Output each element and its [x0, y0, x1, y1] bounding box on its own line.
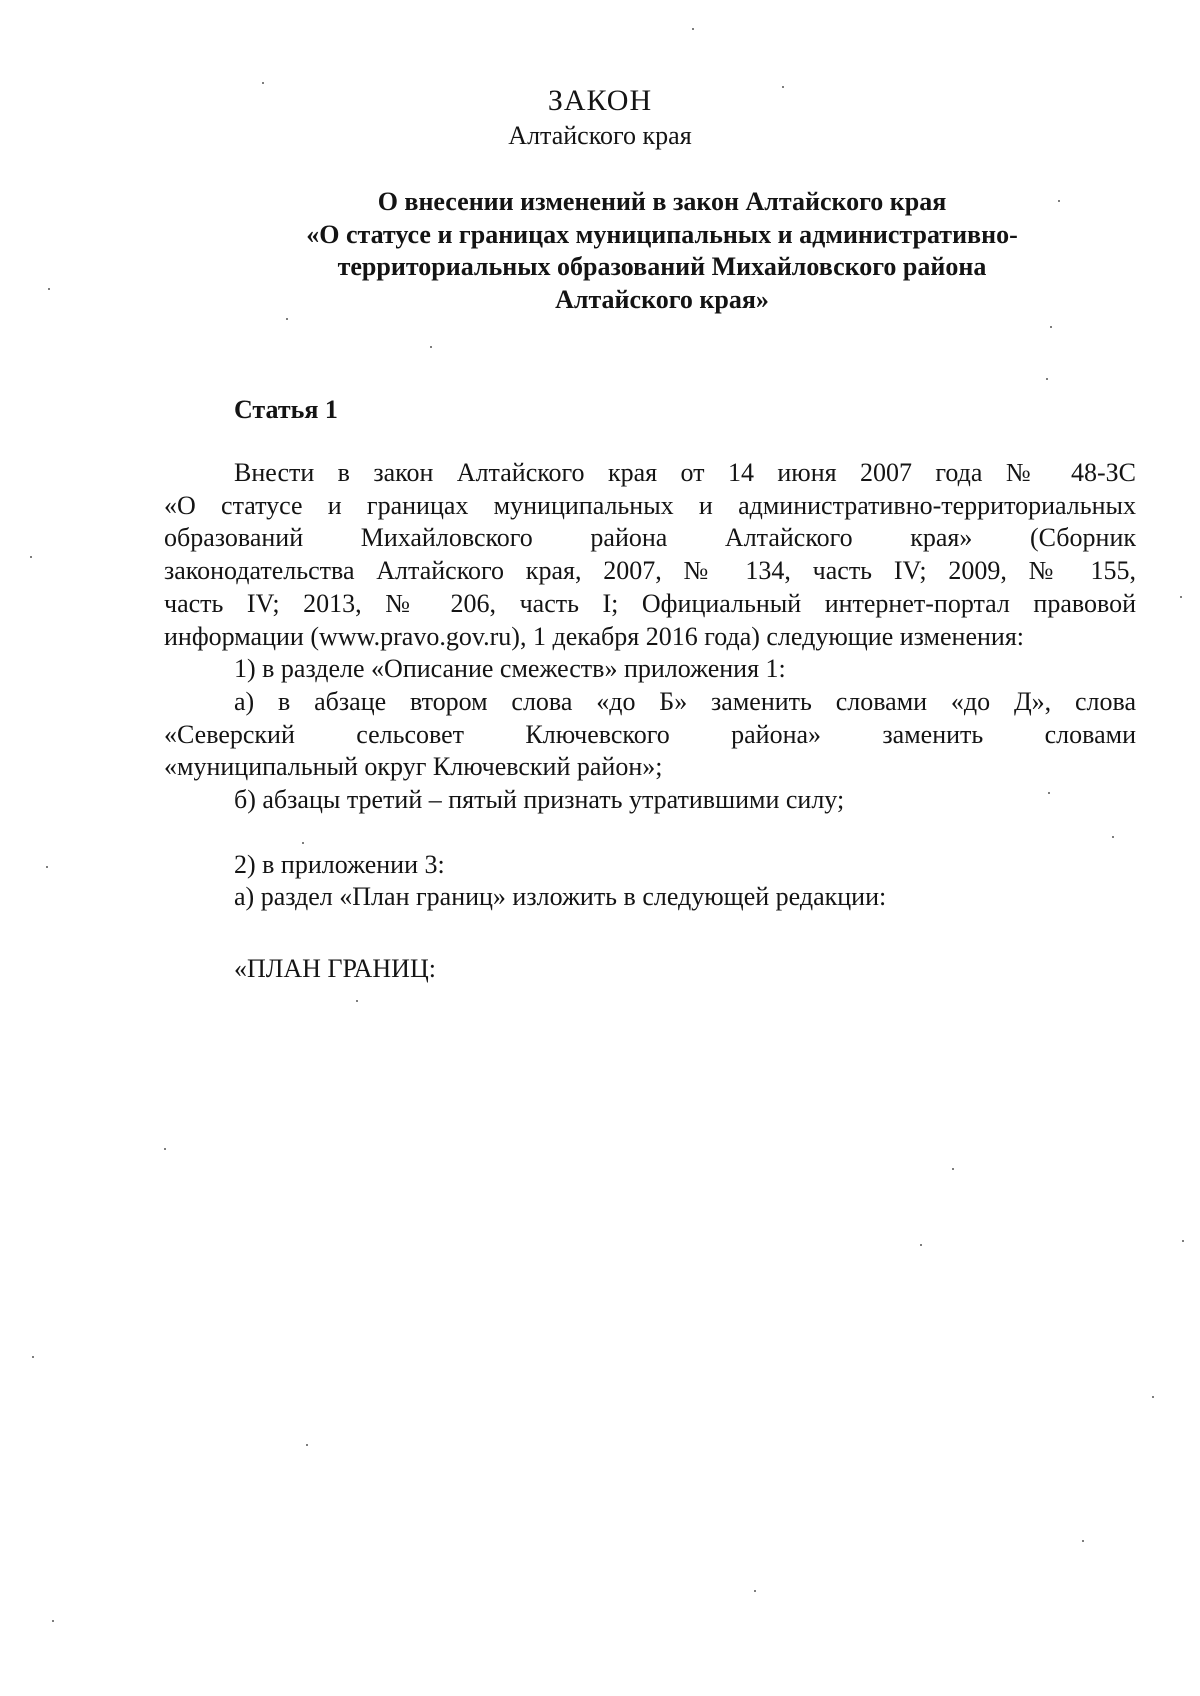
document-region-heading: Алтайского края — [508, 121, 692, 150]
list-item: 1) в разделе «Описание смежеств» приложения 1: — [234, 654, 786, 684]
paragraph-line: «О статусе и границах муниципальных и административно-территориальных — [164, 490, 1136, 520]
law-title-line: О внесении изменений в закон Алтайского края — [377, 187, 947, 216]
list-item: б) абзацы третий – пятый признать утратившими силу; — [234, 785, 845, 815]
law-title-line: Алтайского края» — [555, 284, 769, 314]
list-item: а) раздел «План границ» изложить в следующей редакции: — [234, 882, 887, 912]
article-body — [164, 457, 1136, 914]
paragraph-line: «Северский сельсовет Ключевского района» заменить словами — [164, 719, 1136, 749]
paragraph-line: информации (www.pravo.gov.ru), 1 декабря 2016 года) следующие изменения: — [164, 621, 1025, 651]
paragraph-line: а) в абзаце втором слова «до Б» заменить словами «до Д», слова — [234, 686, 1136, 716]
paragraph-line: законодательства Алтайского края, 2007, № 134, часть IV; 2009, № 155, — [164, 556, 1136, 586]
document-type-heading: ЗАКОН — [547, 84, 653, 117]
paragraph-line: образований Михайловского района Алтайского края» (Сборник — [164, 523, 1136, 553]
list-item: 2) в приложении 3: — [234, 849, 445, 879]
paragraph-line: Внести в закон Алтайского края от 14 июня 2007 года № 48-ЗС — [234, 458, 1136, 487]
paragraph-line: часть IV; 2013, № 206, часть I; Официальный интернет-портал правовой — [164, 588, 1136, 618]
law-title — [232, 186, 1092, 316]
law-title-line: территориальных образований Михайловского района — [337, 252, 987, 281]
paragraph-line: «муниципальный округ Ключевский район»; — [164, 752, 663, 782]
spacer — [164, 817, 1136, 849]
article-heading: Статья 1 — [234, 395, 338, 424]
law-title-line: «О статусе и границах муниципальных и административно- — [306, 219, 1018, 249]
plan-heading: «ПЛАН ГРАНИЦ: — [234, 954, 436, 983]
